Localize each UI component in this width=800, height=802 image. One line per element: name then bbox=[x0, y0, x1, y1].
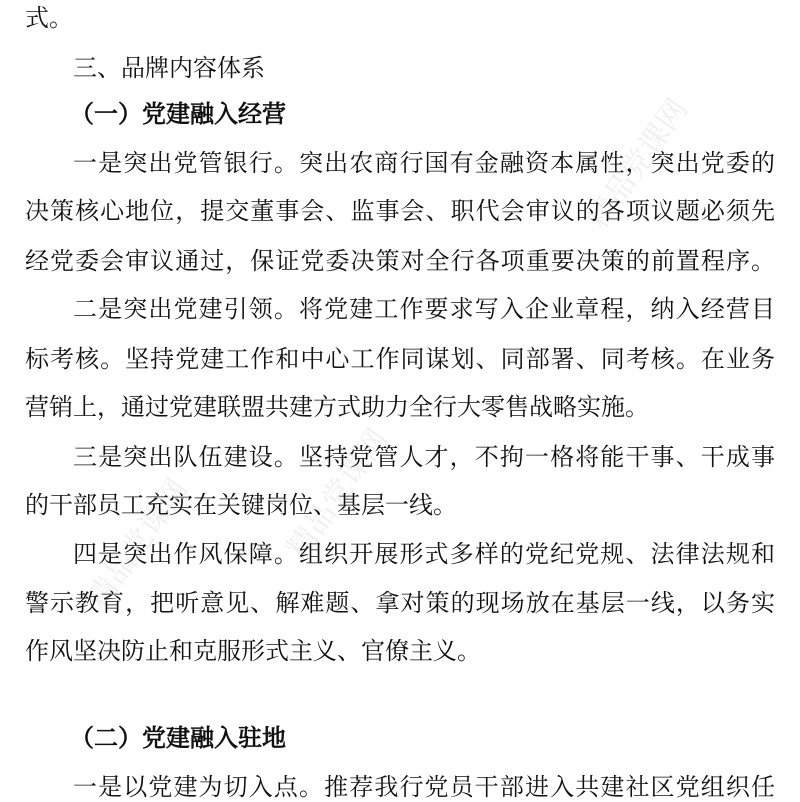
paragraph-line: 作风坚决防止和克服形式主义、官僚主义。 bbox=[25, 637, 481, 665]
paragraph-line: 的干部员工充实在关键岗位、基层一线。 bbox=[25, 491, 457, 519]
paragraph-line: 警示教育，把听意见、解难题、拿对策的现场放在基层一线，以务实 bbox=[25, 589, 775, 617]
watermark: 精品党课网 bbox=[280, 422, 396, 566]
watermark: 精品党课网 bbox=[80, 472, 196, 616]
watermark: 精品党课网 bbox=[580, 92, 696, 236]
subsection-heading: （二）党建融入驻地 bbox=[70, 723, 286, 752]
subsection-heading: （一）党建融入经营 bbox=[70, 99, 286, 128]
paragraph-line: 一是突出党管银行。突出农商行国有金融资本属性，突出党委的 bbox=[73, 149, 775, 177]
paragraph-line: 经党委会审议通过，保证党委决策对全行各项重要决策的前置程序。 bbox=[25, 247, 775, 275]
section-heading: 三、品牌内容体系 bbox=[73, 54, 265, 82]
paragraph-line: 决策核心地位，提交董事会、监事会、职代会审议的各项议题必须先 bbox=[25, 197, 775, 225]
paragraph-line: 二是突出党建引领。将党建工作要求写入企业章程，纳入经营目 bbox=[73, 295, 775, 323]
paragraph-line: 四是突出作风保障。组织开展形式多样的党纪党规、法律法规和 bbox=[73, 540, 775, 568]
paragraph-line: 三是突出队伍建设。坚持党管人才，不拘一格将能干事、干成事 bbox=[73, 443, 775, 471]
paragraph-line: 标考核。坚持党建工作和中心工作同谋划、同部署、同考核。在业务 bbox=[25, 345, 775, 373]
paragraph-line: 一是以党建为切入点。推荐我行党员干部进入共建社区党组织任 bbox=[73, 773, 775, 801]
paragraph-line: 式。 bbox=[25, 4, 73, 32]
paragraph-line: 营销上，通过党建联盟共建方式助力全行大零售战略实施。 bbox=[25, 393, 649, 421]
